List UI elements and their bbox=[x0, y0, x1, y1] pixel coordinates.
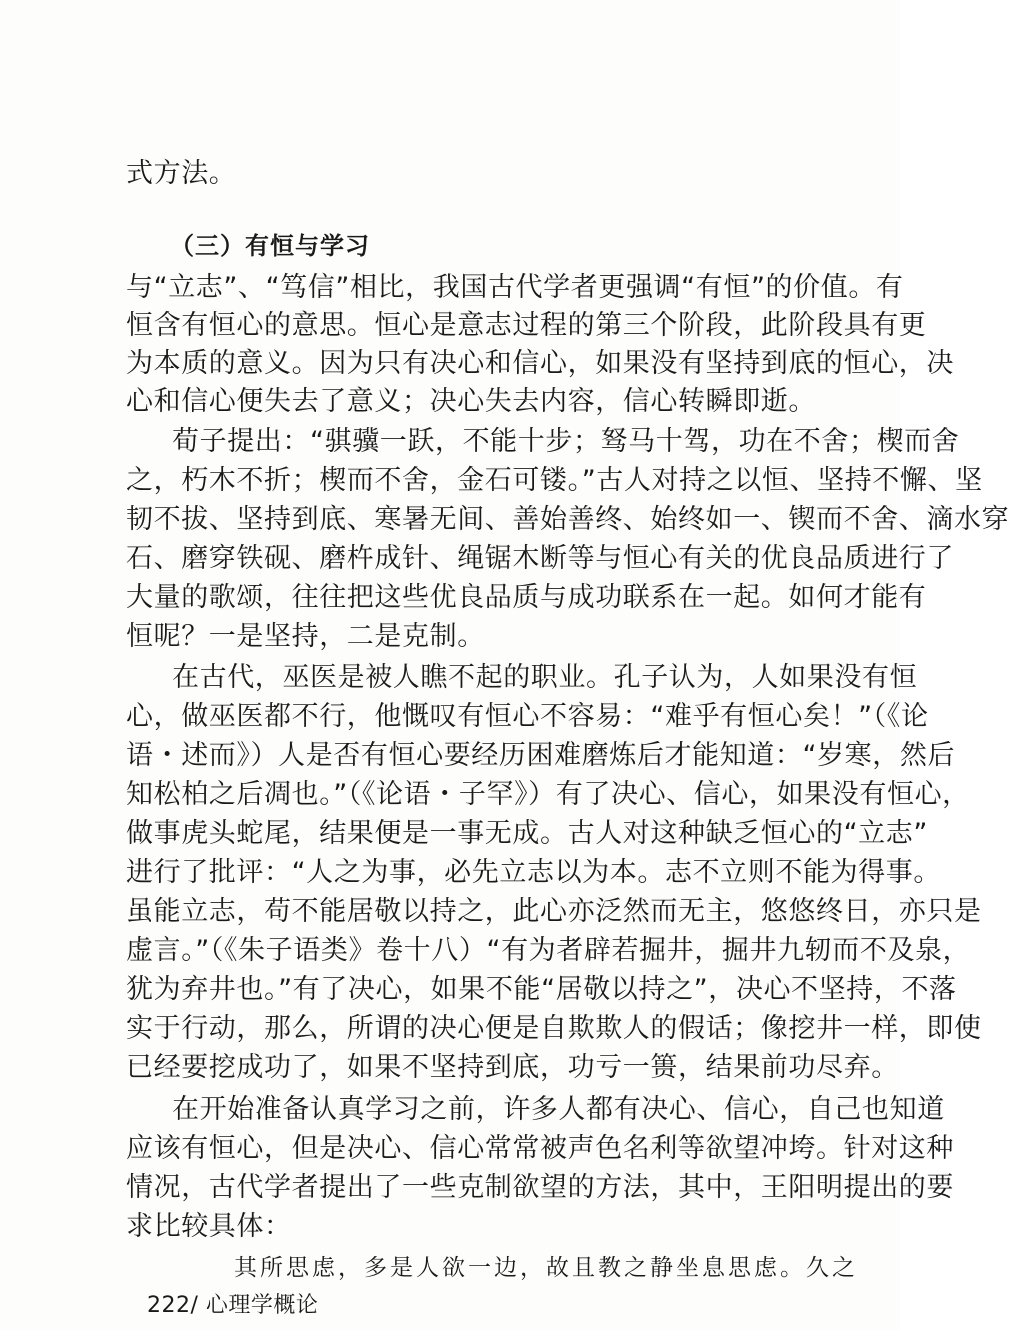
text-line: 进行了批评：“人之为事，必先立志以为本。志不立则不能为得事。 bbox=[126, 857, 941, 888]
text-line: 知松柏之后凋也。”（《论语・子罕》）有了决心、信心，如果没有恒心， bbox=[126, 779, 970, 810]
text-line: 之，朽木不折；楔而不舍，金石可镂。”古人对持之以恒、坚持不懈、坚 bbox=[126, 465, 983, 496]
page-footer: 222/ 心理学概论 bbox=[147, 1293, 319, 1318]
text-line: 在古代，巫医是被人瞧不起的职业。孔子认为，人如果没有恒 bbox=[172, 662, 918, 693]
text-line: 语・述而》）人是否有恒心要经历困难磨炼后才能知道：“岁寒，然后 bbox=[126, 740, 956, 771]
text-line: 韧不拔、坚持到底、寒暑无间、善始善终、始终如一、锲而不舍、滴水穿 bbox=[126, 504, 1009, 535]
text-line: 已经要挖成功了，如果不坚持到底，功亏一篑，结果前功尽弃。 bbox=[126, 1052, 899, 1083]
text-line: 心和信心便失去了意义；决心失去内容，信心转瞬即逝。 bbox=[126, 386, 816, 417]
text-line: 做事虎头蛇尾，结果便是一事无成。古人对这种缺乏恒心的“立志” bbox=[126, 818, 928, 849]
text-line: 荀子提出：“骐骥一跃，不能十步；驽马十驾，功在不舍；楔而舍 bbox=[172, 426, 960, 457]
text-line: 应该有恒心，但是决心、信心常常被声色名利等欲望冲垮。针对这种 bbox=[126, 1133, 954, 1164]
text-line: 恒含有恒心的意思。恒心是意志过程的第三个阶段，此阶段具有更 bbox=[126, 310, 927, 341]
text-line: 在开始准备认真学习之前，许多人都有决心、信心，自己也知道 bbox=[172, 1094, 945, 1125]
text-line: 心，做巫医都不行，他慨叹有恒心不容易：“难乎有恒心矣！”（《论 bbox=[126, 701, 929, 732]
text-line: 大量的歌颂，往往把这些优良品质与成功联系在一起。如何才能有 bbox=[126, 582, 927, 613]
text-line: 求比较具体： bbox=[126, 1211, 292, 1242]
text-line: 式方法。 bbox=[126, 158, 237, 189]
text-line: 虽能立志，苟不能居敬以持之，此心亦泛然而无主，悠悠终日，亦只是 bbox=[126, 896, 982, 927]
text-line: 与“立志”、“笃信”相比，我国古代学者更强调“有恒”的价值。有 bbox=[126, 272, 904, 303]
section-heading: （三）有恒与学习 bbox=[170, 232, 370, 260]
text-line: 犹为弃井也。”有了决心，如果不能“居敬以持之”，决心不坚持，不落 bbox=[126, 974, 957, 1005]
text-line: 实于行动，那么，所谓的决心便是自欺欺人的假话；像挖井一样，即使 bbox=[126, 1013, 982, 1044]
text-line: 情况，古代学者提出了一些克制欲望的方法，其中，王阳明提出的要 bbox=[126, 1172, 954, 1203]
text-line: 虚言。”（《朱子语类》卷十八）“有为者辟若掘井，掘井九轫而不及泉， bbox=[126, 935, 971, 966]
block-quote: 其所思虑，多是人欲一边，故且教之静坐息思虑。久之 bbox=[234, 1255, 858, 1281]
text-line: 恒呢？一是坚持，二是克制。 bbox=[126, 621, 485, 652]
text-line: 石、磨穿铁砚、磨杵成针、绳锯木断等与恒心有关的优良品质进行了 bbox=[126, 543, 954, 574]
text-line: 为本质的意义。因为只有决心和信心，如果没有坚持到底的恒心，决 bbox=[126, 348, 954, 379]
